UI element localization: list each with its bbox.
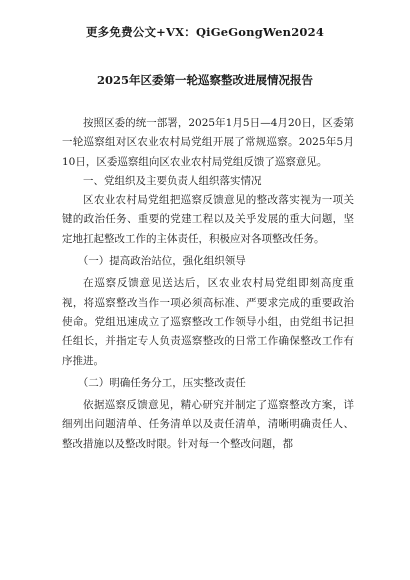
document-header: 更多免费公文+VX：QiGeGongWen2024 <box>85 25 325 39</box>
subsection-heading-1: （一）提高政治站位，强化组织领导 <box>77 255 246 268</box>
subsection-1-paragraph: 在巡察反馈意见送达后，区农业农村局党组即刻高度重视，将巡察整改当作一项必须高标准、严要求完成的重要政治使命。党组迅速成立了巡察整改工作领导小组，由党组书记担任组长，并指定专人负责巡察整改的日常工作确保整改工作有序推进。 <box>62 277 354 367</box>
document-title: 2025年区委第一轮巡察整改进展情况报告 <box>96 73 313 87</box>
subsection-2-paragraph: 依据巡察反馈意见，精心研究并制定了巡察整改方案，详细列出问题清单、任务清单以及责任清单，清晰明确责任人、整改措施以及整改时限。针对每一个整改问题，都 <box>62 399 354 450</box>
section-1-paragraph: 区农业农村局党组把巡察反馈意见的整改落实视为一项关键的政治任务、重要的党建工程以及关乎发展的重大问题，坚定地扛起整改工作的主体责任，积极应对各项整改任务。 <box>62 194 354 245</box>
section-heading-1: 一、党组织及主要负责人组织落实情况 <box>83 174 262 187</box>
subsection-heading-2: （二）明确任务分工，压实整改责任 <box>77 376 246 389</box>
document-body <box>62 114 354 454</box>
intro-paragraph: 按照区委的统一部署，2025年1月5日—4月20日，区委第一轮巡察组对区农业农村局党组开展了常规巡察。2025年5月10日，区委巡察组向区农业农村局党组反馈了巡察意见。 <box>62 117 354 168</box>
